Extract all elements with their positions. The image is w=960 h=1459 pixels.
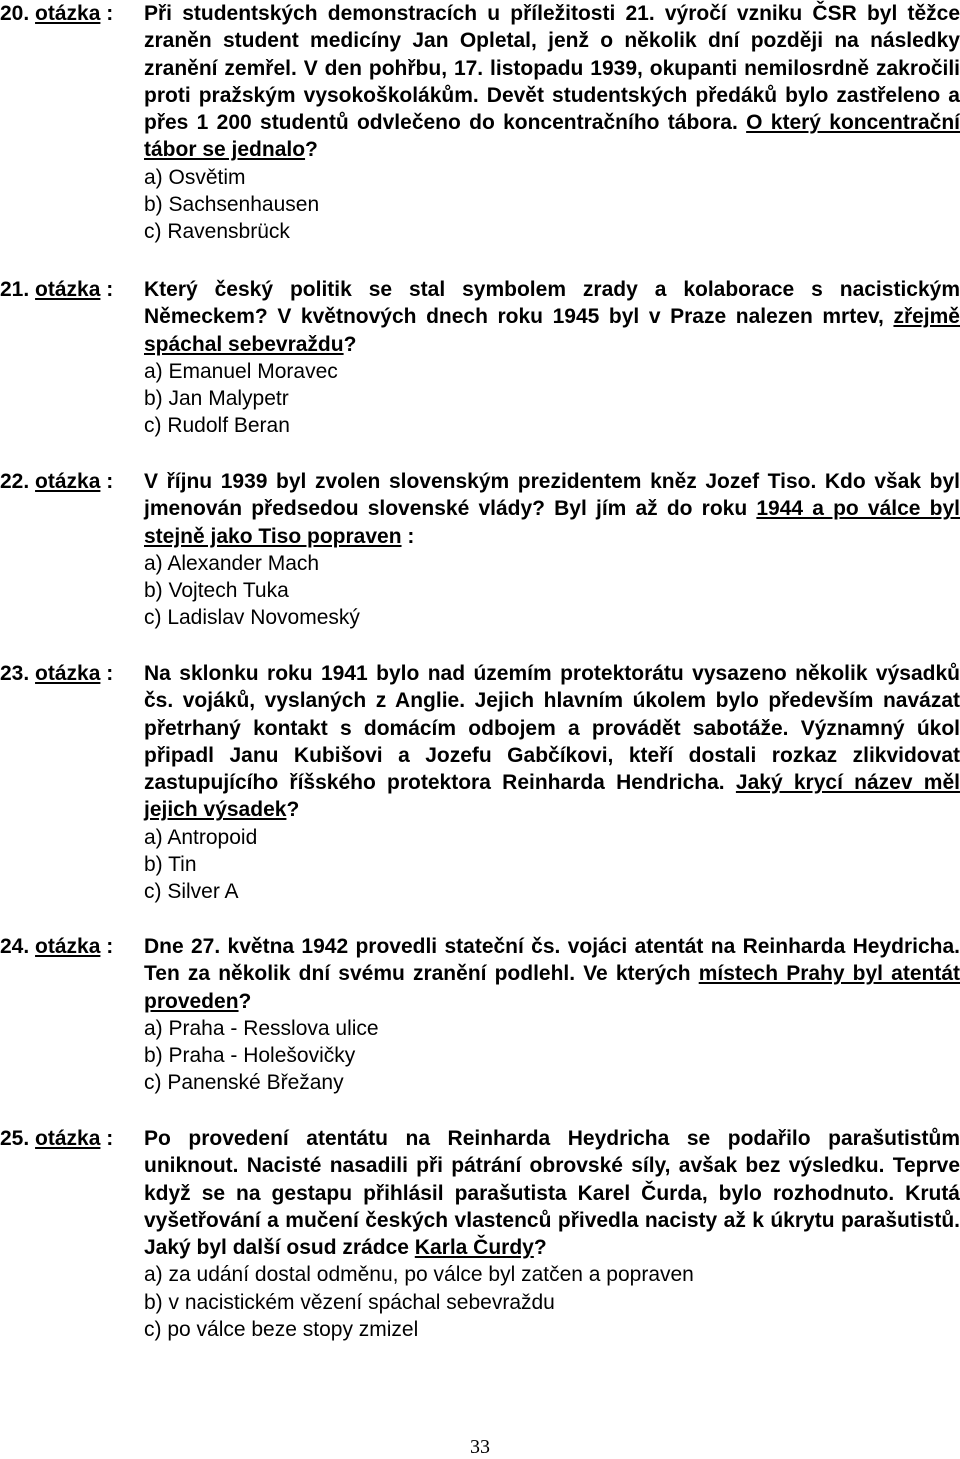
- answer-options: [144, 164, 960, 246]
- option-c: c) po válce beze stopy zmizel: [144, 1318, 419, 1342]
- question-prompt: Jaký krycí název měl jejich výsadek: [144, 771, 960, 822]
- option-b: b) Jan Malypetr: [144, 387, 289, 411]
- question-prompt: zřejmě spáchal sebevraždu: [144, 305, 960, 356]
- question-label: 24. otázka :: [0, 935, 114, 958]
- option-b: b) Vojtech Tuka: [144, 579, 289, 603]
- question-word: otázka: [35, 662, 101, 685]
- question-number: 23.: [0, 662, 30, 685]
- question-word: otázka: [35, 278, 101, 301]
- question-prompt: Karla Čurdy: [414, 1236, 534, 1260]
- question-word: otázka: [35, 2, 101, 25]
- option-b: b) Praha - Holešovičky: [144, 1044, 356, 1068]
- option-a: a) za udání dostal odměnu, po válce byl zatčen a popraven: [144, 1263, 694, 1287]
- option-c: c) Rudolf Beran: [144, 414, 290, 438]
- question-number: 24.: [0, 935, 30, 958]
- option-c: c) Panenské Břežany: [144, 1071, 344, 1095]
- question-24: [0, 933, 960, 1097]
- option-a: a) Praha - Resslova ulice: [144, 1016, 379, 1040]
- question-23: [0, 660, 960, 906]
- option-a: a) Osvětim: [144, 165, 246, 189]
- question-text: Při studentských demonstracích u příležitosti 21. výročí vzniku ČSR byl těžce zraněn student medicíny Jan Opletal, jenž o několik dní později na následky zranění zemřel. V den pohřbu, 17. listopadu 1939, okupanti nemilosrdně zakročili proti pražským vysokoškolákům. Devět studentských předáků bylo zastřeleno a přes 1 200 studentů odvlečeno do koncentračního tábora. O který koncentrační tábor se jednalo?: [144, 2, 960, 162]
- option-b: b) Sachsenhausen: [144, 193, 320, 217]
- option-c: c) Silver A: [144, 880, 239, 904]
- page-number: 33: [470, 1436, 490, 1458]
- question-text: V říjnu 1939 byl zvolen slovenským prezidentem kněz Jozef Tiso. Kdo však byl jmenován předsedou slovenské vlády? Byl jím až do roku 1944 a po válce byl stejně jako Tiso popraven :: [144, 470, 960, 548]
- question-22: [0, 468, 960, 632]
- question-number: 20.: [0, 2, 30, 25]
- option-a: a) Alexander Mach: [144, 551, 320, 575]
- question-label: 22. otázka :: [0, 470, 114, 493]
- question-number: 21.: [0, 278, 30, 301]
- question-number: 25.: [0, 1127, 30, 1150]
- option-b: b) v nacistickém vězení spáchal sebevraždu: [144, 1290, 555, 1314]
- question-prompt: 1944 a po válce byl stejně jako Tiso popraven: [144, 497, 960, 548]
- question-25: [0, 1125, 960, 1343]
- answer-options: [144, 824, 960, 906]
- question-text: Na sklonku roku 1941 bylo nad územím protektorátu vysazeno několik výsadků čs. vojáků, vyslaných z Anglie. Jejich hlavním úkolem bylo především navázat přetrhaný kontakt s domácím odbojem a provádět sabotáže. Významný úkol připadl Janu Kubišovi a Jozefu Gabčíkovi, kteří dostali rozkaz zlikvidovat zastupujícího říšského protektora Reinharda Hendricha. Jaký krycí název měl jejich výsadek?: [144, 662, 960, 822]
- option-c: c) Ladislav Novomeský: [144, 606, 360, 630]
- question-label: 25. otázka :: [0, 1127, 114, 1150]
- answer-options: [144, 1261, 960, 1343]
- question-number: 22.: [0, 470, 30, 493]
- question-label: 23. otázka :: [0, 662, 114, 685]
- answer-options: [144, 1015, 960, 1097]
- question-prompt: místech Prahy byl atentát proveden: [144, 962, 960, 1013]
- option-a: a) Emanuel Moravec: [144, 359, 338, 383]
- question-text: Dne 27. května 1942 provedli stateční čs. vojáci atentát na Reinharda Heydricha. Ten za několik dní svému zranění podlehl. Ve kterých místech Prahy byl atentát proveden?: [144, 935, 960, 1013]
- question-text: Po provedení atentátu na Reinharda Heydricha se podařilo parašutistům uniknout. Nacisté nasadili při pátrání obrovské síly, avšak bez výsledku. Teprve když se na gestapu přihlásil parašutista Karel Čurda, bylo rozhodnuto. Krutá vyšetřování a mučení českých vlastenců přivedla nacisty až k úkrytu parašutistů. Jaký byl další osud zrádce Karla Čurdy?: [144, 1127, 960, 1260]
- answer-options: [144, 550, 960, 632]
- question-20: [0, 0, 960, 246]
- question-label: 20. otázka :: [0, 2, 114, 25]
- option-c: c) Ravensbrück: [144, 220, 290, 244]
- question-word: otázka: [35, 935, 101, 958]
- question-label: 21. otázka :: [0, 278, 114, 301]
- question-word: otázka: [35, 1127, 101, 1150]
- question-text: Který český politik se stal symbolem zrady a kolaborace s nacistickým Německem? V květnových dnech roku 1945 byl v Praze nalezen mrtev, zřejmě spáchal sebevraždu?: [144, 278, 960, 356]
- question-word: otázka: [35, 470, 101, 493]
- question-prompt: O který koncentrační tábor se jednalo: [144, 111, 960, 162]
- answer-options: [144, 358, 960, 440]
- option-a: a) Antropoid: [144, 825, 258, 849]
- question-21: [0, 276, 960, 440]
- option-b: b) Tin: [144, 853, 197, 877]
